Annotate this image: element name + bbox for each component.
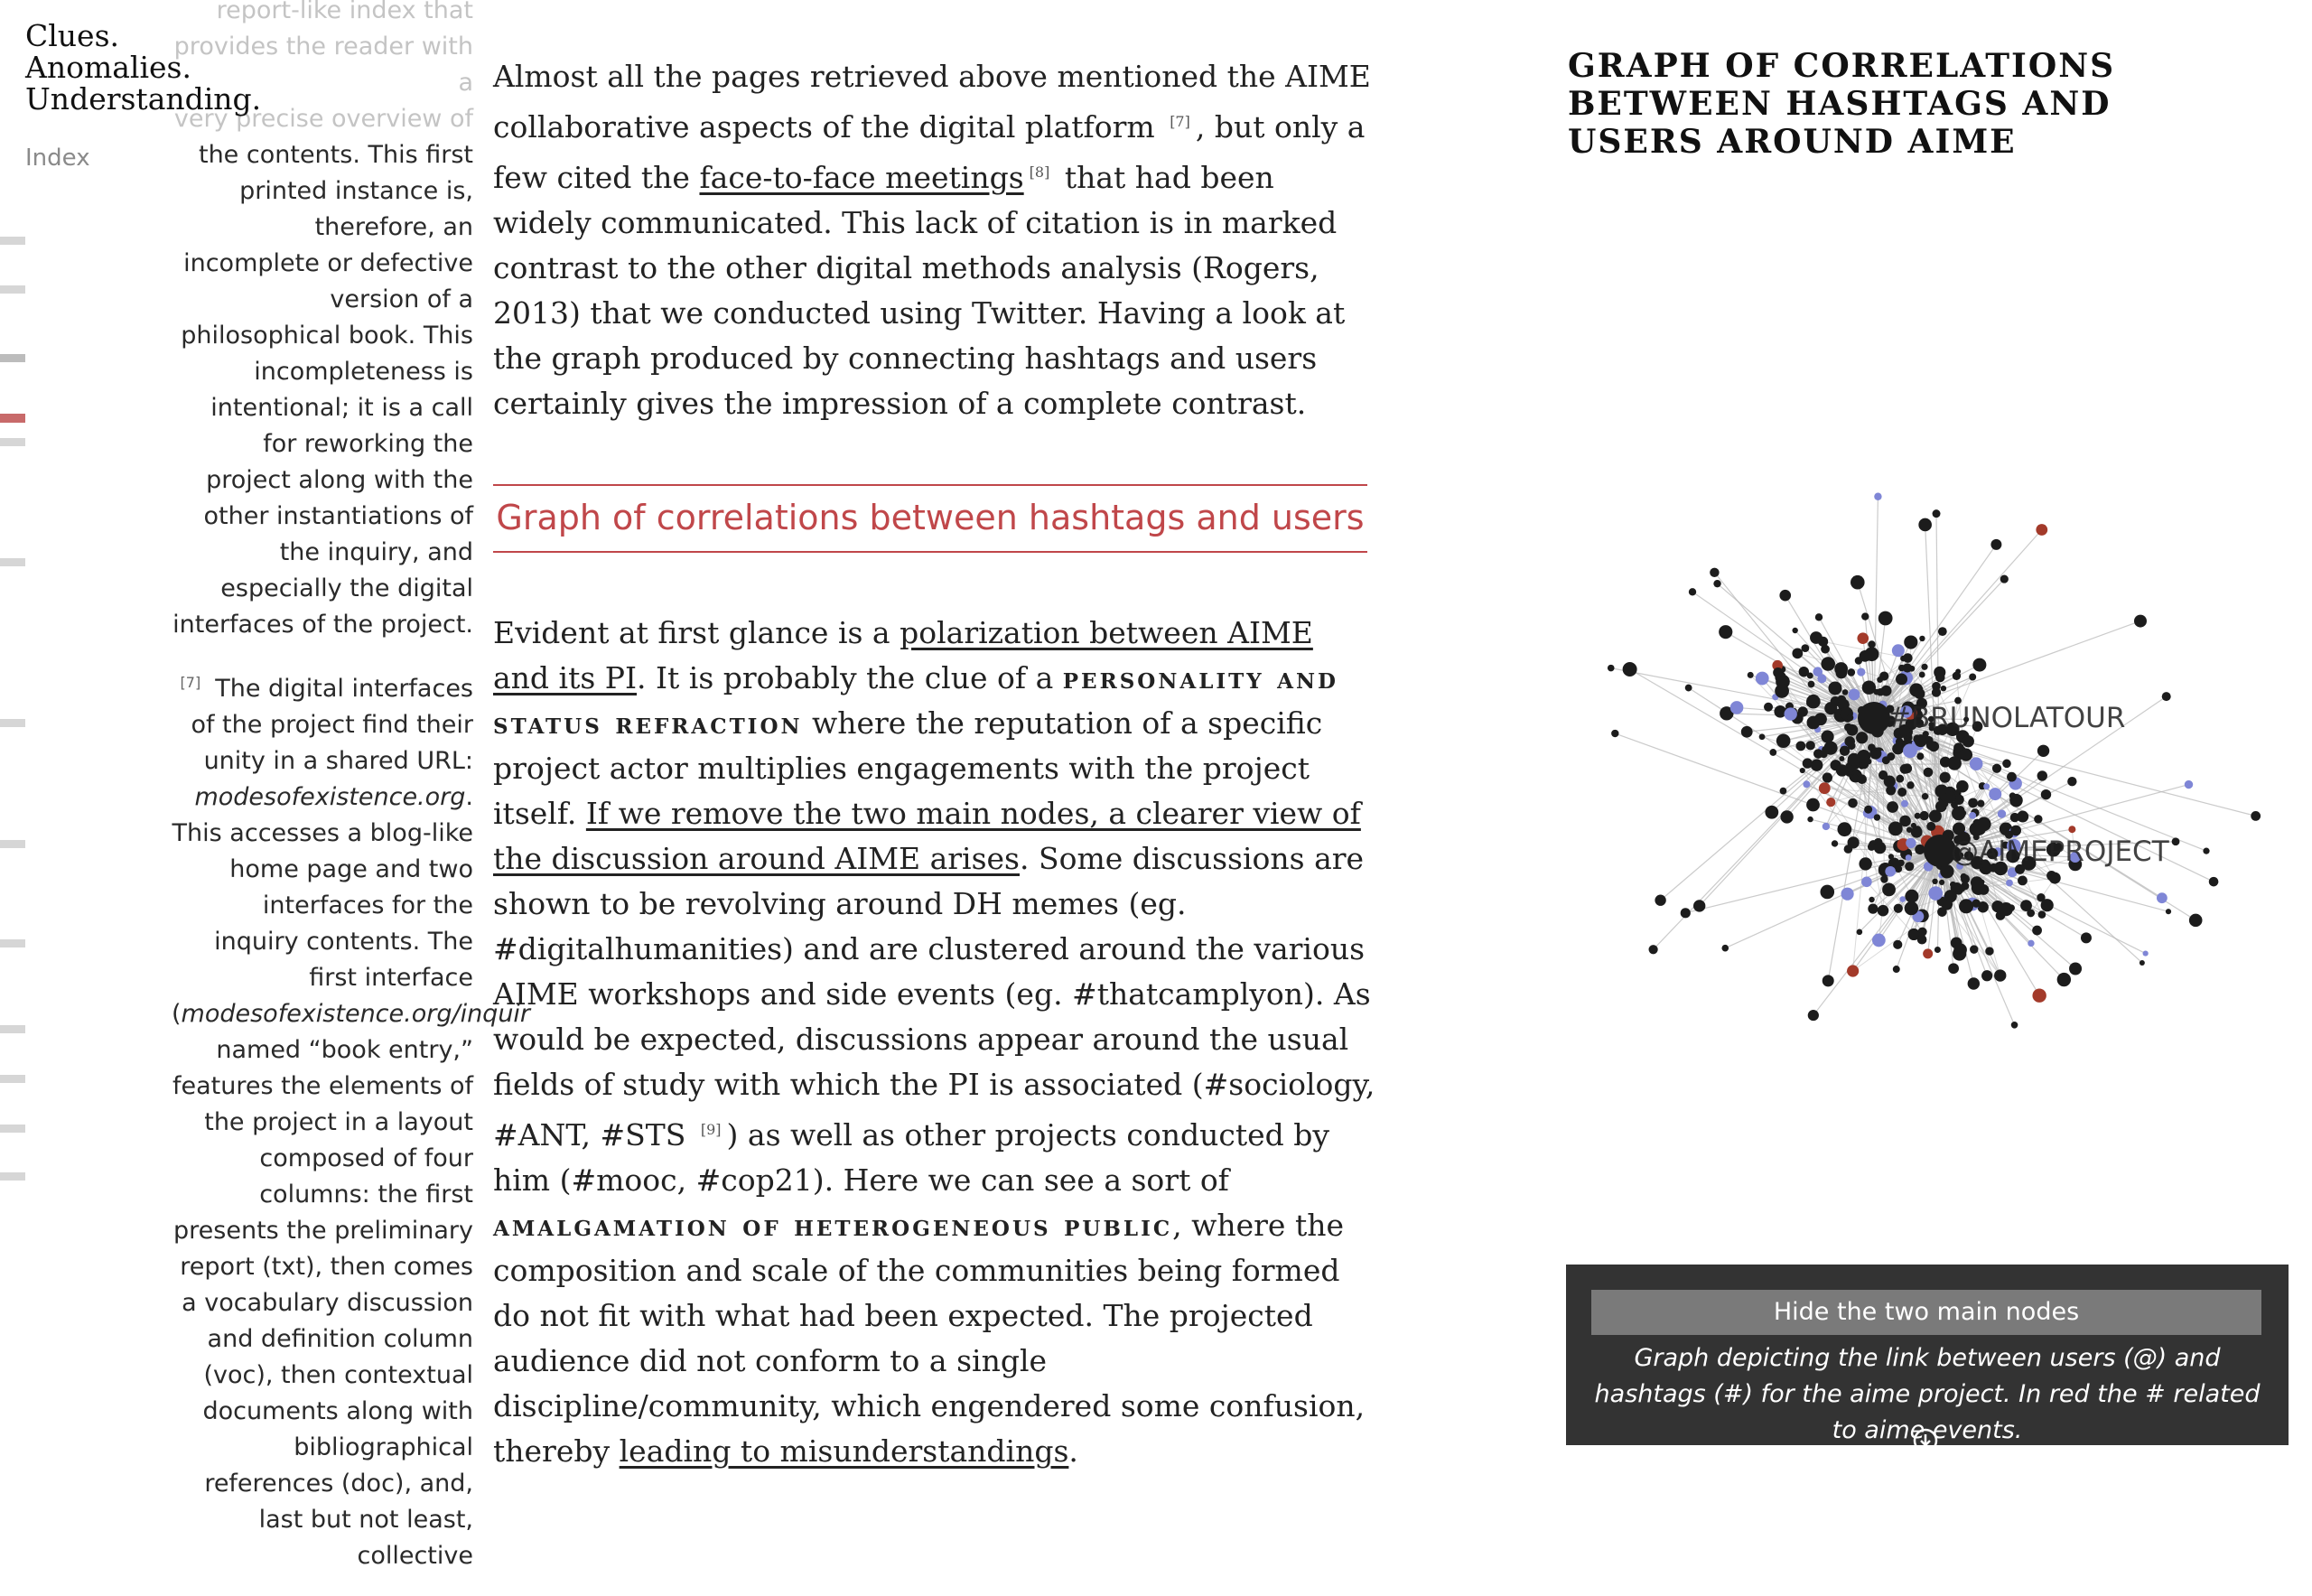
graph-node	[1849, 689, 1860, 701]
graph-node	[1919, 811, 1928, 820]
graph-node	[1903, 663, 1912, 672]
graph-node	[1904, 635, 1917, 649]
graph-node	[1681, 908, 1691, 918]
graph-node	[2037, 745, 2049, 757]
graph-node	[2143, 950, 2149, 956]
graph-node	[1823, 975, 1834, 986]
brand-line-understanding: Understanding.	[25, 83, 242, 115]
download-icon[interactable]	[1912, 1427, 1939, 1454]
paragraph-1	[493, 54, 1378, 426]
graph-node	[1969, 674, 1976, 681]
graph-node	[1857, 774, 1867, 784]
graph-node	[1851, 575, 1865, 590]
sidenote-7	[172, 665, 473, 1574]
graph-node	[1902, 763, 1912, 773]
graph-node	[1721, 945, 1729, 952]
graph-node	[1884, 776, 1896, 788]
graph-edges	[1611, 497, 2256, 1025]
section-mark[interactable]	[0, 840, 25, 848]
graph-node	[1823, 772, 1832, 782]
graph-node	[2032, 926, 2042, 936]
graph-node	[1924, 768, 1934, 778]
graph-node	[2166, 909, 2171, 914]
graph-node	[1961, 873, 1967, 880]
graph-node	[1917, 935, 1927, 945]
graph-node	[1861, 612, 1869, 620]
graph-node	[1897, 788, 1906, 797]
graph-node	[1859, 857, 1871, 870]
graph-node	[1807, 716, 1821, 730]
section-heading: Graph of correlations between hashtags and users	[493, 484, 1367, 553]
graph-node	[1741, 726, 1753, 738]
graph-node	[2140, 960, 2145, 966]
graph-node	[1885, 866, 1896, 877]
graph-node	[1803, 780, 1810, 788]
graph-node	[1773, 667, 1783, 677]
graph-node	[2068, 826, 2075, 833]
graph-node	[1962, 735, 1974, 747]
graph-node	[2046, 871, 2056, 881]
graph-node	[2007, 772, 2017, 782]
text-run: . Some discussions are shown to be revolving around DH memes (eg. #digitalhumanities) and are clustered around the various AIME workshops and side events (eg. #thatcamplyon). As would be expected, discussions appear around the usual fields of study with which the PI is associated (#sociology, #ANT, #STS	[493, 841, 1375, 1153]
graph-node	[1893, 940, 1902, 949]
graph-node	[1779, 590, 1791, 602]
graph-node	[1811, 759, 1823, 771]
graph-node	[1906, 838, 1916, 848]
graph-node	[1803, 758, 1813, 768]
graph-node	[2009, 794, 2023, 807]
graph-node	[1878, 905, 1889, 917]
graph-node	[2036, 524, 2047, 536]
graph-node	[1820, 885, 1834, 900]
graph-node	[1852, 774, 1858, 779]
sidenote-7-url[interactable]: modesofexistence.org	[194, 783, 465, 811]
graph-node	[1906, 781, 1914, 789]
graph-node	[1977, 800, 1984, 807]
graph-node	[1950, 882, 1956, 888]
graph-node	[2081, 932, 2092, 943]
sidenote-intro-text: the contents. This first printed instance is, therefore, an incomplete or defective version of a philosophical book. This incompleteness is intentional; it is a call for reworking the project along with the other instantiations of the inquiry, and especially the digital interfaces of the project.	[172, 141, 473, 639]
graph-node	[1894, 904, 1903, 913]
graph-node	[1839, 756, 1844, 761]
graph-node	[1928, 886, 1943, 901]
graph-node	[2209, 877, 2219, 887]
graph-node	[1792, 648, 1803, 658]
graph-node	[1861, 877, 1872, 888]
graph-node	[1937, 907, 1947, 917]
graph-node	[1992, 764, 2001, 773]
graph-node	[1970, 757, 1983, 770]
graph-node	[1848, 753, 1860, 766]
graph-node	[1780, 810, 1793, 823]
section-mark[interactable]	[0, 1125, 25, 1133]
graph-node	[1792, 628, 1797, 633]
graph-node	[1990, 539, 2001, 550]
graph-node	[1769, 749, 1776, 756]
graph-node	[2251, 811, 2261, 821]
link-polarization[interactable]: polarization between AIME and its PI	[493, 615, 1313, 695]
graph-node	[1874, 842, 1886, 854]
graph-node	[1874, 493, 1881, 500]
graph-node	[1689, 588, 1696, 595]
section-mark[interactable]	[0, 438, 25, 446]
graph-node	[2017, 811, 2028, 823]
text-run: where the reputation of a specific project actor multiplies engagements with the project itself.	[493, 705, 1322, 831]
graph-node	[2203, 848, 2209, 854]
faded-line: very precise overview of	[174, 105, 473, 133]
graph-node	[1969, 812, 1976, 819]
graph-node	[1836, 667, 1848, 679]
graph-node	[1882, 883, 1896, 897]
graph-node	[1899, 896, 1906, 902]
graph-node	[1968, 977, 1980, 989]
graph-node	[2057, 973, 2071, 986]
brand-line-anomalies: Anomalies.	[25, 51, 242, 83]
graph-node	[1972, 658, 1986, 672]
graph-node	[2011, 1022, 2018, 1029]
graph-node	[1906, 854, 1912, 861]
graph-node	[2041, 789, 2051, 799]
graph-node	[1947, 756, 1961, 770]
graph-node	[1881, 686, 1892, 696]
graph-node	[1869, 897, 1874, 902]
graph-node	[1905, 862, 1914, 871]
sidenote-7-text-a: The digital interfaces of the project find their unity in a shared URL:	[191, 675, 473, 775]
graph-node	[1994, 969, 2006, 981]
graph-node	[1776, 733, 1791, 748]
graph-node	[1842, 689, 1849, 695]
graph-node	[1806, 695, 1821, 709]
graph-node	[2002, 760, 2011, 769]
graph-node	[1868, 904, 1878, 914]
graph-node	[1784, 707, 1796, 720]
graph-node	[1905, 901, 1918, 915]
graph-node	[1933, 509, 1941, 518]
graph-node	[1942, 801, 1948, 807]
graph-node	[2006, 880, 2013, 887]
note-number-7: [7]	[181, 674, 201, 691]
graph-node	[1693, 900, 1705, 911]
section-mark[interactable]	[0, 1075, 25, 1083]
graph-node	[1938, 627, 1947, 636]
graph-node	[1956, 780, 1969, 793]
graph-node	[2157, 892, 2168, 903]
graph-node	[1797, 706, 1807, 716]
section-mark[interactable]	[0, 354, 25, 362]
graph-node	[1828, 681, 1841, 695]
graph-node	[1939, 880, 1944, 885]
graph-node	[1837, 822, 1851, 836]
graph-node	[1841, 888, 1853, 901]
graph-node	[1808, 681, 1815, 688]
footnote-ref-8[interactable]: [8]	[1030, 163, 1050, 181]
graph-node	[1896, 775, 1904, 783]
graph-node	[1608, 665, 1615, 672]
graph-node	[1857, 929, 1863, 936]
graph-node	[2037, 770, 2047, 780]
section-mark[interactable]	[0, 939, 25, 947]
graph-node	[1953, 672, 1961, 680]
graph-node	[1823, 742, 1837, 755]
graph-node	[1611, 730, 1618, 737]
link-remove-main-nodes[interactable]: If we remove the two main nodes, a clearer view of the discussion around AIME arises	[493, 796, 1361, 876]
graph-node	[1730, 701, 1744, 714]
graph-node	[1710, 568, 1719, 577]
text-run: ) as well as other projects conducted by him (#mooc, #cop21). Here we can see a sort of	[493, 1117, 1329, 1198]
graph-node	[1926, 822, 1935, 831]
graph-node	[1801, 644, 1809, 652]
graph-node	[1888, 854, 1894, 859]
section-mark[interactable]	[0, 719, 25, 727]
graph-node	[1832, 840, 1838, 846]
graph-node	[1844, 845, 1853, 854]
graph-node	[1952, 803, 1958, 809]
graph-node	[1981, 970, 1992, 981]
graph-node	[1983, 783, 1990, 789]
link-face-to-face-meetings[interactable]: face-to-face meetings	[699, 160, 1023, 195]
graph-node	[1848, 742, 1856, 750]
graph-node	[1926, 741, 1936, 751]
graph-node	[1941, 686, 1946, 691]
graph-node	[1764, 703, 1773, 712]
graph-node	[1913, 734, 1922, 743]
graph-node	[1808, 1010, 1819, 1021]
graph-node	[1882, 756, 1890, 764]
graph-node	[1685, 685, 1692, 692]
graph-node	[1959, 899, 1973, 913]
graph-node	[1821, 731, 1833, 743]
text-run: .	[1068, 1433, 1078, 1469]
graph-node	[1878, 611, 1893, 626]
graph-node	[2185, 780, 2193, 789]
footnote-ref-9[interactable]: [9]	[701, 1121, 722, 1138]
node-label-aimeproject: @AIMEPROJECT	[1951, 835, 2170, 868]
graph-node	[1948, 963, 1959, 974]
graph-node	[2069, 962, 2082, 975]
graph-node	[1857, 632, 1869, 644]
text-run: , but only a few cited the	[493, 109, 1365, 195]
sidenote-7-text-c: named “book entry,” features the elements of the project in a layout composed of four columns: the first presents the preliminary report (txt), then comes a vocabulary discussion and definition column (voc), then contextual documents along with bibliographical references (doc), and, last but not least, collective	[172, 1036, 473, 1570]
graph-node	[1824, 702, 1837, 714]
graph-node	[1874, 814, 1880, 820]
graph-node	[1940, 772, 1951, 783]
graph-node	[1896, 738, 1904, 746]
graph-node	[1865, 647, 1879, 661]
graph-caption: Graph depicting the link between users (@) and hashtags (#) for the aime project. In red the # related to aime events.	[1584, 1340, 2270, 1449]
link-misunderstandings[interactable]: leading to misunderstandings	[620, 1433, 1069, 1469]
term-personality-status-refraction[interactable]: personality and status refraction	[493, 660, 1338, 741]
graph-node	[1916, 752, 1924, 760]
graph-node	[1795, 742, 1805, 751]
graph-node	[2018, 875, 2028, 885]
graph-node	[1919, 672, 1925, 678]
faded-line: report-like index that	[217, 0, 473, 24]
graph-node	[2041, 899, 2054, 911]
graph-node	[1953, 943, 1967, 957]
text-run: . It is probably the clue of a	[637, 660, 1053, 695]
graph-node	[1748, 672, 1754, 678]
graph-node	[1847, 668, 1855, 677]
network-graph[interactable]	[1562, 488, 2276, 1192]
graph-node	[1780, 788, 1787, 795]
graph-node	[1846, 724, 1858, 736]
graph-node	[1880, 875, 1888, 882]
site-brand[interactable]	[25, 20, 242, 115]
graph-node	[1877, 677, 1883, 683]
graph-hub-node	[1858, 702, 1890, 734]
graph-node	[1872, 934, 1886, 947]
main-text-column	[493, 54, 1378, 1474]
graph-node	[1826, 798, 1835, 807]
graph-node	[1713, 580, 1720, 587]
graph-node	[1799, 667, 1809, 677]
section-mark[interactable]	[0, 1025, 25, 1033]
graph-node	[1979, 879, 1984, 884]
graph-node	[1934, 947, 1941, 953]
graph-node	[1719, 625, 1732, 639]
graph-node	[1923, 948, 1933, 958]
node-label-brunolatour: #BRUNOLATOUR	[1888, 702, 2125, 734]
graph-node	[1960, 749, 1972, 761]
graph-node	[1807, 817, 1813, 822]
graph-node	[1649, 945, 1658, 954]
graph-node	[2172, 837, 2180, 845]
graph-node	[1915, 688, 1925, 699]
paragraph-2	[493, 611, 1378, 1474]
graph-node	[2009, 904, 2015, 910]
graph-node	[1901, 800, 1908, 807]
graph-node	[1756, 672, 1769, 686]
graph-node	[1817, 674, 1826, 683]
graph-node	[1765, 806, 1778, 819]
sidenote-7-url-inquiry[interactable]: modesofexistence.org/inquir	[182, 1000, 531, 1028]
graph-node	[2034, 815, 2042, 823]
sidenote-7-text-b: . This accesses a blog-like home page and two interfaces for the inquiry contents. The first interface (	[172, 783, 473, 1028]
graph-caption-panel	[1566, 1265, 2289, 1445]
current-section-mark[interactable]	[0, 414, 25, 423]
graph-node	[1821, 657, 1835, 671]
graph-node	[1932, 688, 1941, 697]
graph-node	[1848, 798, 1858, 808]
section-mark[interactable]	[0, 285, 25, 294]
graph-node	[2162, 692, 2171, 701]
graph-node	[1759, 733, 1766, 740]
graph-node	[1819, 782, 1831, 794]
graph-node	[2134, 615, 2147, 628]
graph-node	[1985, 947, 1993, 955]
graph-node	[1899, 816, 1911, 827]
graph-node	[1915, 845, 1925, 854]
sidenote-column	[172, 0, 473, 1596]
graph-node	[1800, 768, 1805, 773]
footnote-ref-7[interactable]: [7]	[1170, 113, 1190, 130]
graph-node	[1970, 945, 1978, 953]
graph-node	[1623, 662, 1637, 677]
graph-node	[1974, 824, 1985, 835]
graph-node	[1856, 732, 1868, 743]
graph-node	[1911, 826, 1923, 838]
graph-node	[2067, 777, 2076, 786]
section-mark[interactable]	[0, 237, 25, 245]
graph-node	[1862, 680, 1876, 694]
hide-main-nodes-button[interactable]: Hide the two main nodes	[1591, 1290, 2261, 1335]
graph-node	[1818, 637, 1828, 647]
graph-node	[1972, 899, 1981, 907]
graph-node	[1847, 714, 1854, 722]
graph-node	[2189, 914, 2203, 928]
graph-node	[1932, 879, 1937, 884]
brand-line-clues: Clues.	[25, 20, 242, 51]
graph-node	[2032, 989, 2046, 1003]
graph-node	[1857, 667, 1865, 676]
graph-node	[1922, 793, 1928, 799]
section-mark[interactable]	[0, 1172, 25, 1181]
graph-node	[1847, 965, 1859, 976]
graph-node	[2038, 910, 2046, 919]
graph-node	[1980, 886, 1988, 894]
graph-node	[1887, 801, 1898, 813]
graph-node	[1836, 764, 1848, 776]
graph-node	[1934, 667, 1945, 678]
scroll-position-marks	[0, 0, 27, 1445]
graph-node	[1918, 518, 1932, 532]
graph-node	[1893, 966, 1900, 973]
section-mark[interactable]	[0, 558, 25, 566]
graph-node	[1998, 809, 2006, 817]
graph-node	[1823, 823, 1830, 830]
graph-node	[2028, 940, 2034, 947]
graph-node	[1855, 657, 1862, 664]
graph-node	[1892, 644, 1905, 657]
faded-line: provides the reader with a	[174, 33, 473, 97]
graph-node	[1968, 798, 1978, 807]
graph-node	[1919, 636, 1925, 641]
term-amalgamation-heterogeneous-public[interactable]: amalgamation of heterogeneous public	[493, 1208, 1172, 1243]
text-run: Almost all the pages retrieved above mentioned the AIME collaborative aspects of the digital platform	[493, 59, 1371, 145]
graph-node	[1895, 865, 1902, 873]
graph-node	[2027, 910, 2035, 918]
graph-node	[1871, 750, 1877, 755]
graph-node	[1806, 798, 1820, 812]
graph-panel-title: GRAPH OF CORRELATIONS BETWEEN HASHTAGS AND USERS AROUND AIME	[1568, 47, 2128, 161]
graph-node	[1864, 806, 1872, 814]
graph-node	[1900, 656, 1906, 662]
graph-node	[1815, 613, 1823, 621]
graph-node	[1896, 673, 1907, 685]
text-run: Evident at first glance is a	[493, 615, 890, 650]
graph-node	[1805, 741, 1814, 750]
graph-node	[2000, 574, 2009, 583]
graph-node	[1903, 743, 1917, 758]
graph-node	[1775, 684, 1789, 698]
index-link[interactable]: Index	[25, 145, 90, 172]
text-run: , where the composition and scale of the communities being formed do not fit with what had been expected. The projected audience did not conform to a single discipline/community, which engendered some confusion, thereby	[493, 1208, 1365, 1469]
graph-node	[1905, 890, 1918, 903]
graph-node	[1989, 788, 2001, 800]
text-run: that had been widely communicated. This lack of citation is in marked contrast to the other digital methods analysis (Rogers, 2013) that we conducted using Twitter. Having a look at the graph produced by connecting hashtags and users certainly gives the impression of a complete contrast.	[493, 160, 1345, 421]
graph-node	[1655, 895, 1665, 906]
graph-node	[1921, 664, 1927, 670]
